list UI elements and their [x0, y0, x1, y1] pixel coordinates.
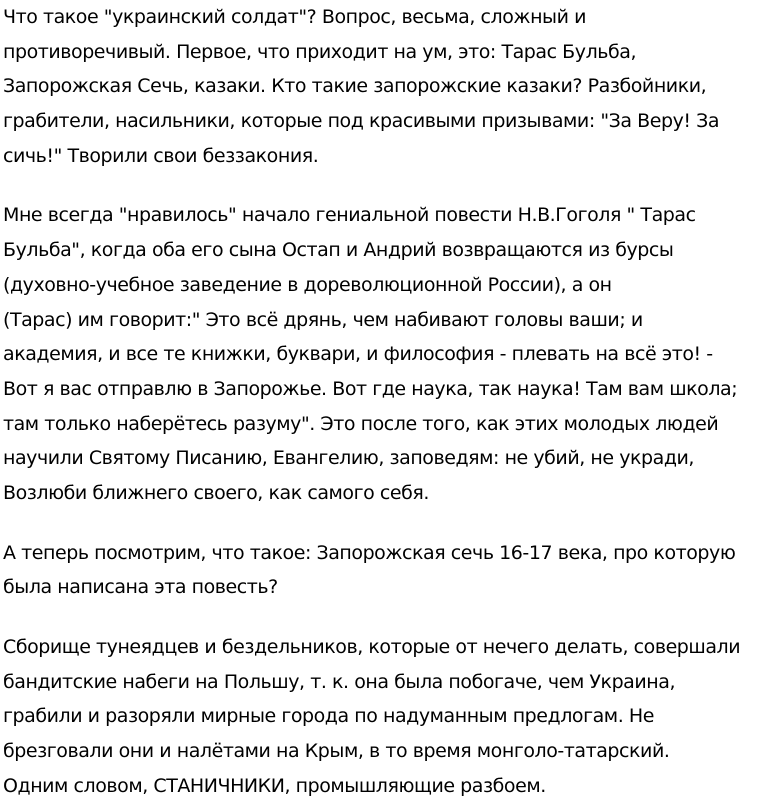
text-line: научили Святому Писанию, Евангелию, заповедям: не убий, не укради,	[3, 447, 695, 470]
text-line: брезговали они и налётами на Крым, в то время монголо-татарский.	[3, 740, 670, 763]
text-line: академия, и все те книжки, буквари, и философия - плевать на всё это! -	[3, 343, 713, 366]
paragraph-3	[3, 536, 759, 605]
text-line: грабители, насильники, которые под красивыми призывами: "За Веру! За	[3, 110, 720, 133]
text-line: А теперь посмотрим, что такое: Запорожская сечь 16-17 века, про которую	[3, 541, 736, 564]
paragraph-spacer	[3, 511, 759, 536]
text-line: Мне всегда "нравилось" начало гениальной повести Н.В.Гоголя " Тарас	[3, 204, 696, 227]
text-line: бандитские набеги на Польшу, т. к. она была побогаче, чем Украина,	[3, 670, 676, 693]
paragraph-1	[3, 0, 759, 173]
text-line: Запорожская Сечь, казаки. Кто такие запорожские казаки? Разбойники,	[3, 75, 707, 98]
text-line: Возлюби ближнего своего, как самого себя.	[3, 481, 429, 504]
text-line: грабили и разоряли мирные города по надуманным предлогам. Не	[3, 705, 654, 728]
text-line: противоречивый. Первое, что приходит на ум, это: Тарас Бульба,	[3, 40, 637, 63]
paragraph-4	[3, 630, 759, 803]
text-line: Сборище тунеядцев и бездельников, которые от нечего делать, совершали	[3, 636, 741, 658]
text-line: Вот я вас отправлю в Запорожье. Вот где наука, так наука! Там вам школа;	[3, 377, 738, 400]
text-line: там только наберётесь разуму". Это после того, как этих молодых людей	[3, 412, 719, 435]
paragraph-spacer	[3, 605, 759, 630]
paragraph-2	[3, 198, 759, 510]
text-line: (Тарас) им говорит:" Это всё дрянь, чем набивают головы ваши; и	[3, 308, 643, 331]
text-line: была написана эта повесть?	[3, 576, 278, 599]
text-line: Одним словом, СТАНИЧНИКИ, промышляющие разбоем.	[3, 774, 546, 797]
text-line: (духовно-учебное заведение в дореволюционной России), а он	[3, 273, 612, 296]
paragraph-spacer	[3, 173, 759, 198]
text-line: Бульба", когда оба его сына Остап и Андрий возвращаются из бурсы	[3, 239, 674, 262]
text-line: Что такое "украинский солдат"? Вопрос, весьма, сложный и	[3, 6, 586, 28]
text-line: сичь!" Творили свои беззакония.	[3, 144, 319, 167]
